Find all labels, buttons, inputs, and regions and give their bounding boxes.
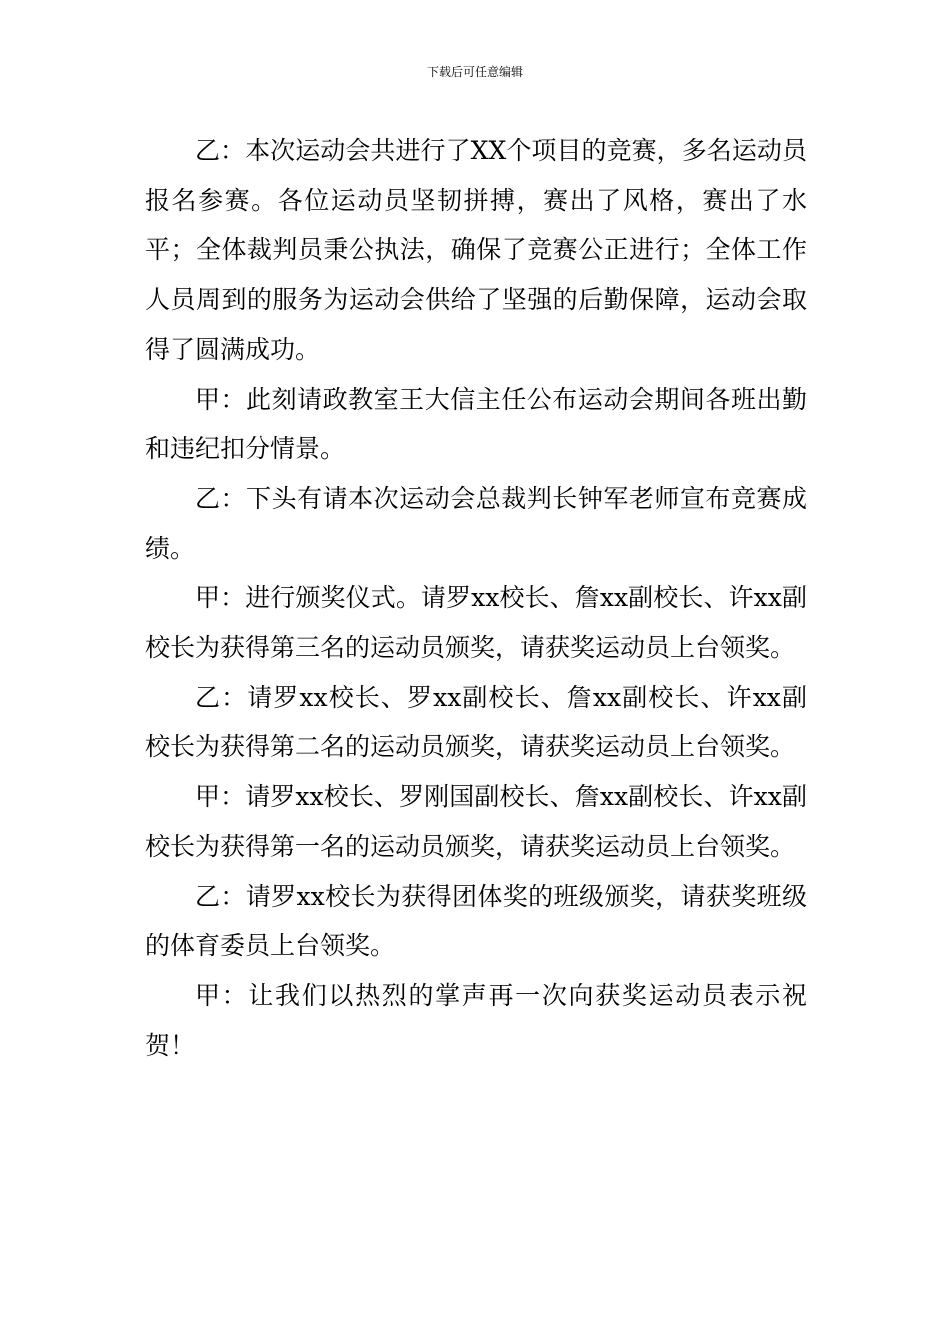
- paragraph: 甲：让我们以热烈的掌声再一次向获奖运动员表示祝贺！: [145, 980, 807, 1060]
- paragraph: 甲：请罗xx校长、罗刚国副校长、詹xx副校长、许xx副校长为获得第一名的运动员颁奖，请获奖运动员上台领奖。: [145, 782, 807, 861]
- header-note: 下载后可任意编辑: [426, 65, 523, 79]
- paragraph: 甲：此刻请政教室王大信主任公布运动会期间各班出勤和违纪扣分情景。: [145, 384, 807, 464]
- paragraph: 乙：本次运动会共进行了XX个项目的竞赛，多名运动员报名参赛。各位运动员坚韧拼搏，赛出了风格，赛出了水平；全体裁判员秉公执法，确保了竞赛公正进行；全体工作人员周到的服务为运动会供给了坚强的后勤保障，运动会取得了圆满成功。: [145, 136, 807, 364]
- paragraph: 乙：请罗xx校长、罗xx副校长、詹xx副校长、许xx副校长为获得第二名的运动员颁奖，请获奖运动员上台领奖。: [145, 682, 807, 762]
- paragraph: 甲：进行颁奖仪式。请罗xx校长、詹xx副校长、许xx副校长为获得第三名的运动员颁奖，请获奖运动员上台领奖。: [145, 583, 807, 663]
- paragraph: 乙：请罗xx校长为获得团体奖的班级颁奖，请获奖班级的体育委员上台领奖。: [145, 881, 807, 961]
- document-body: [145, 126, 807, 1070]
- paragraph: 乙：下头有请本次运动会总裁判长钟军老师宣布竞赛成绩。: [145, 483, 807, 563]
